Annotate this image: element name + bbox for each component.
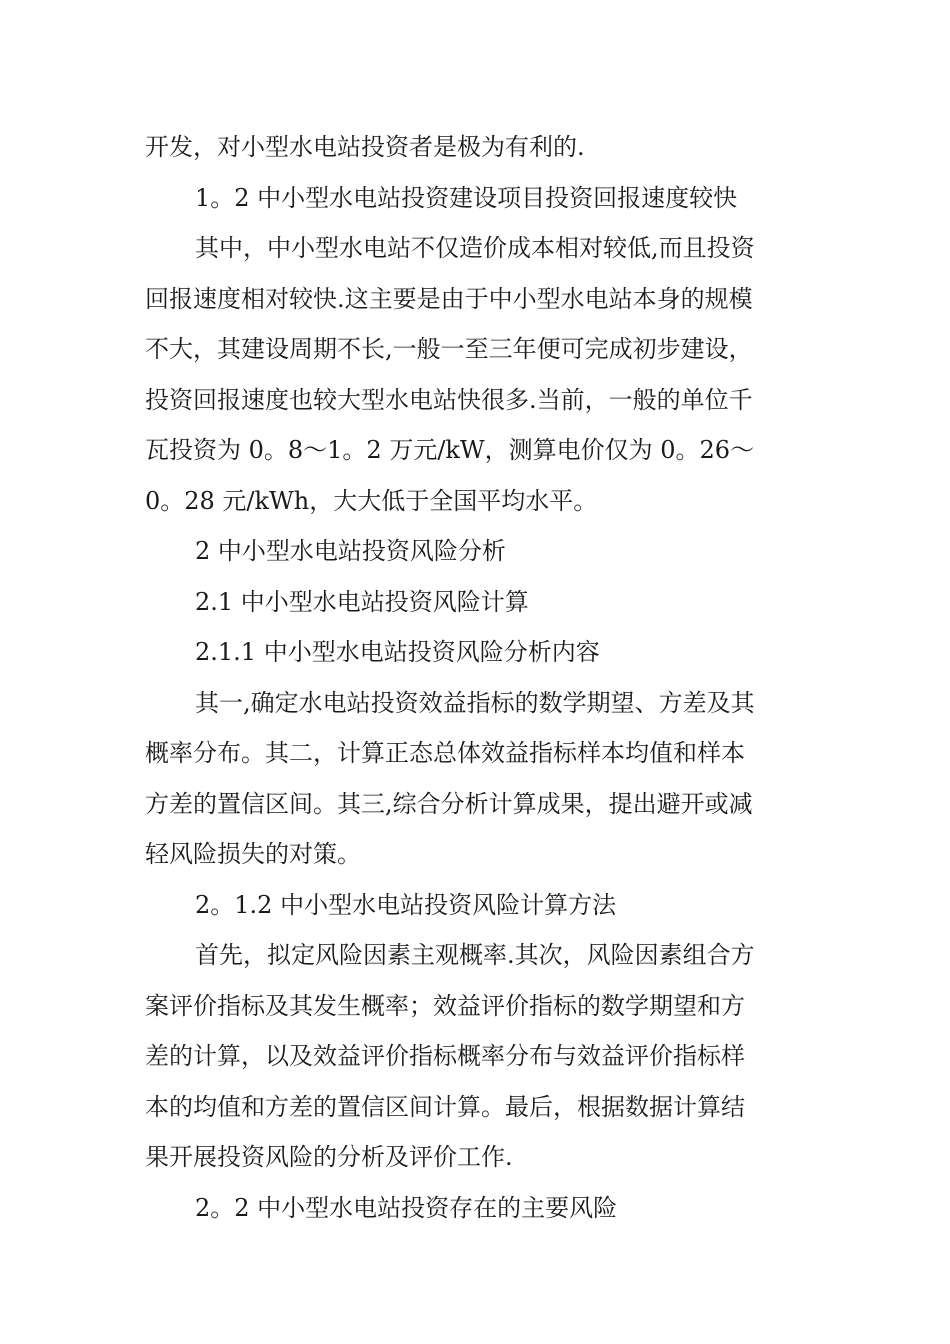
text-line: 方差的置信区间。其三,综合分析计算成果，提出避开或减 <box>145 789 753 818</box>
text-line: 其一,确定水电站投资效益指标的数学期望、方差及其 <box>195 688 755 717</box>
text-line: 不大，其建设周期不长,一般一至三年便可完成初步建设， <box>145 335 753 363</box>
text-line: 回报速度相对较快.这主要是由于中小型水电站本身的规模 <box>145 284 753 313</box>
text-line: 本的均值和方差的置信区间计算。最后，根据数据计算结 <box>145 1092 745 1121</box>
text-line: 案评价指标及其发生概率；效益评价指标的数学期望和方 <box>145 991 745 1020</box>
section-heading: 2.1.1 中小型水电站投资风险分析内容 <box>195 638 600 666</box>
text-line: 瓦投资为 0。8～1。2 万元/kW，测算电价仅为 0。26～ <box>145 436 755 464</box>
section-heading: 2。1.2 中小型水电站投资风险计算方法 <box>195 890 617 919</box>
section-heading: 2 中小型水电站投资风险分析 <box>195 537 506 565</box>
section-heading: 2。2 中小型水电站投资存在的主要风险 <box>195 1193 618 1222</box>
text-line: 果开展投资风险的分析及评价工作. <box>145 1143 513 1171</box>
text-line: 概率分布。其二，计算正态总体效益指标样本均值和样本 <box>145 739 745 767</box>
text-line: 首先，拟定风险因素主观概率.其次，风险因素组合方 <box>195 941 755 969</box>
text-line: 轻风险损失的对策。 <box>145 840 361 868</box>
document-body <box>145 122 795 1233</box>
section-heading: 2.1 中小型水电站投资风险计算 <box>195 587 529 616</box>
text-line: 投资回报速度也较大型水电站快很多.当前，一般的单位千 <box>145 385 753 414</box>
text-line: 开发，对小型水电站投资者是极为有利的. <box>145 133 585 161</box>
text-line: 其中，中小型水电站不仅造价成本相对较低,而且投资 <box>195 234 755 262</box>
section-heading: 1。2 中小型水电站投资建设项目投资回报速度较快 <box>195 183 738 212</box>
text-line: 0。28 元/kWh，大大低于全国平均水平。 <box>145 486 598 515</box>
text-line: 差的计算，以及效益评价指标概率分布与效益评价指标样 <box>145 1042 745 1070</box>
